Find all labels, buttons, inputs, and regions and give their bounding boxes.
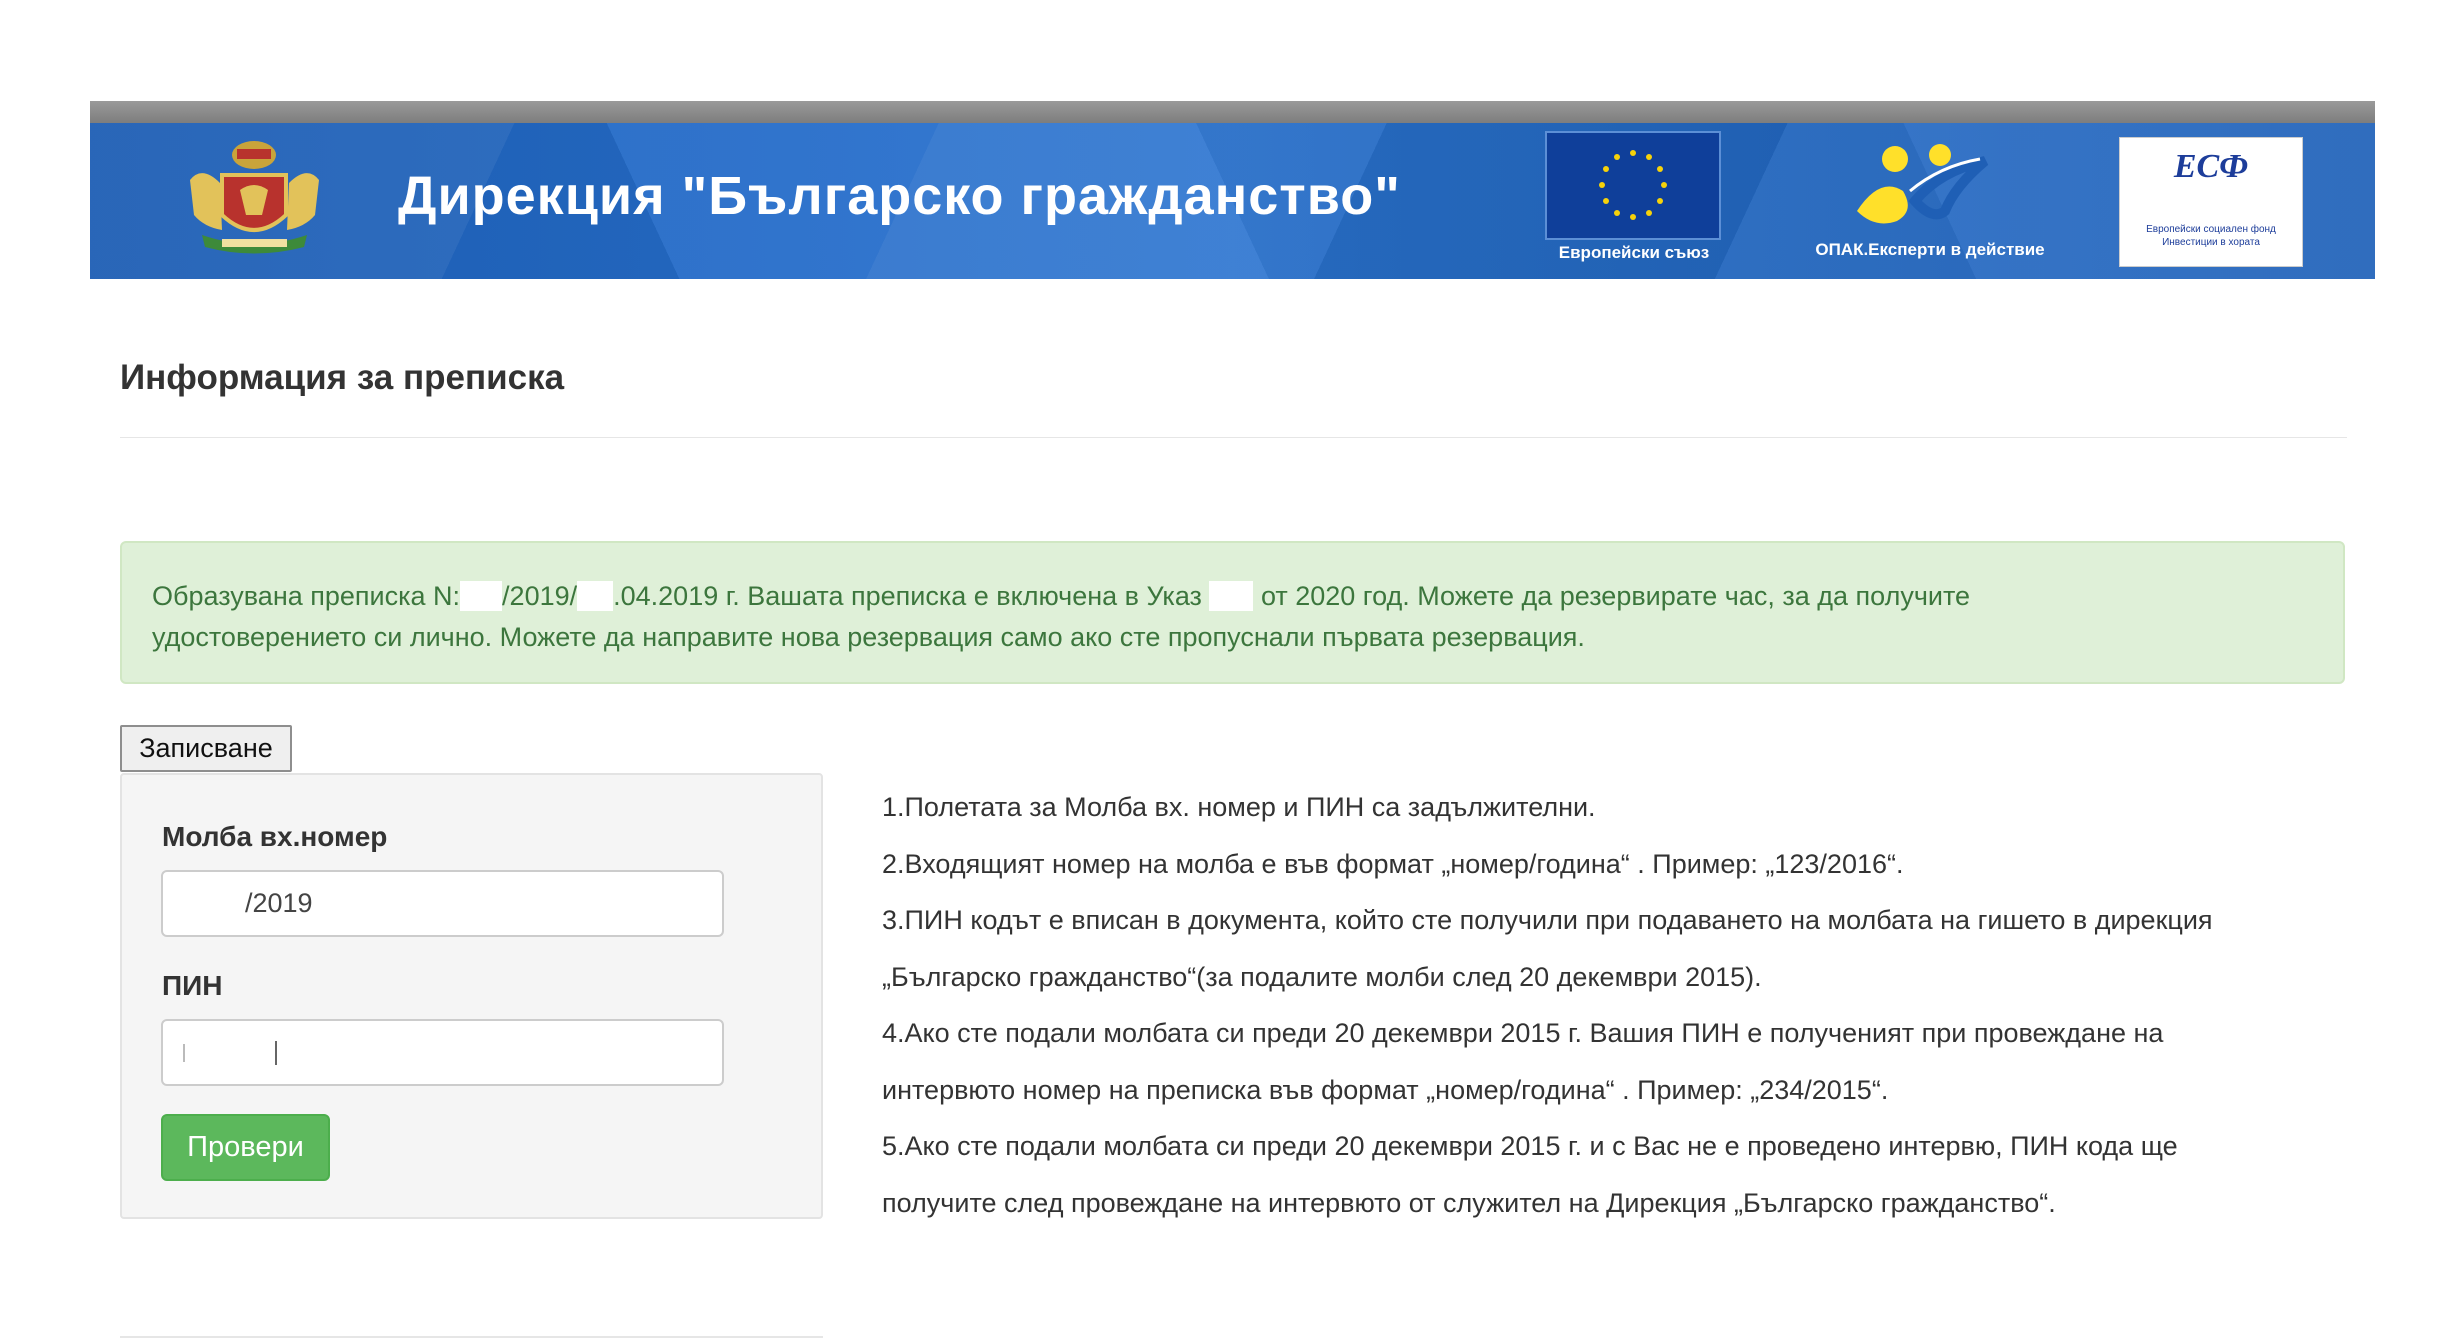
alert-text-part3: .04.2019 г. Вашата преписка е включена в Указ (613, 581, 1202, 611)
alert-line-1 (152, 576, 2313, 617)
header-top-strip (90, 101, 2375, 123)
request-number-input[interactable] (161, 870, 724, 937)
eu-caption: Европейски съюз (1558, 243, 1710, 262)
instruction-line: 2.Входящият номер на молба е във формат „номер/година“ . Пример: „123/2016“. (882, 848, 1904, 879)
instruction-line: интервюто номер на преписка във формат „номер/година“ . Пример: „234/2015“. (882, 1074, 1889, 1105)
check-button[interactable]: Провери (161, 1114, 330, 1181)
coat-of-arms-icon (182, 135, 327, 260)
request-number-label: Молба вх.номер (162, 821, 388, 852)
pin-masked-start (183, 1044, 185, 1062)
instruction-line: 1.Полетата за Молба вх. номер и ПИН са задължителни. (882, 792, 1596, 822)
esf-subtitle: Европейски социален фонд Инвестиции в хората (2146, 224, 2276, 248)
instruction-line: 3.ПИН кодът е вписан в документа, който сте получили при подаването на молбата на гишето в дирекция (882, 905, 2213, 935)
instruction-line: 5.Ако сте подали молбата си преди 20 декември 2015 г. и с Вас не е проведено интервю, ПИН кода ще (882, 1131, 2178, 1161)
redaction-request-number (183, 890, 245, 918)
eu-flag-icon (1545, 131, 1721, 240)
check-form-panel (120, 773, 823, 1219)
title-divider (120, 437, 2347, 438)
opak-logo-icon (1845, 141, 1995, 231)
instruction-line: 4.Ако сте подали молбата си преди 20 декември 2015 г. Вашия ПИН е полученият при провеждане на (882, 1018, 2164, 1048)
tab-registration[interactable]: Записване (120, 725, 292, 772)
redaction-case-number (460, 581, 502, 611)
alert-text-part1: Образувана преписка N: (152, 581, 461, 611)
opak-caption: ОПАК.Експерти в действие (1815, 240, 2045, 259)
alert-text-part2: /2019/ (502, 581, 578, 611)
request-number-value: /2019 (245, 888, 313, 918)
instruction-line: получите след провеждане на интервюто от служител на Дирекция „Българско гражданство“. (882, 1187, 2056, 1218)
alert-text-part4: от 2020 год. Можете да резервирате час, за да получите (1253, 581, 1971, 611)
banner-title: Дирекция "Българско гражданство" (398, 166, 1401, 226)
text-cursor (275, 1041, 277, 1065)
header-banner (90, 123, 2375, 279)
page-title: Информация за преписка (120, 358, 565, 397)
esf-title: ЕСФ (2173, 148, 2249, 185)
redaction-date (577, 581, 613, 611)
esf-logo (2119, 137, 2303, 267)
alert-line-2: удостоверението си лично. Можете да направите нова резервация само ако сте пропуснали първата резервация. (152, 622, 1585, 652)
redaction-decree (1209, 581, 1253, 611)
instruction-line: „Българско гражданство“(за подалите молби след 20 декември 2015). (882, 961, 1762, 992)
instructions-list (882, 779, 2352, 1231)
pin-input[interactable] (161, 1019, 724, 1086)
pin-label: ПИН (162, 970, 223, 1001)
status-alert (120, 541, 2345, 684)
